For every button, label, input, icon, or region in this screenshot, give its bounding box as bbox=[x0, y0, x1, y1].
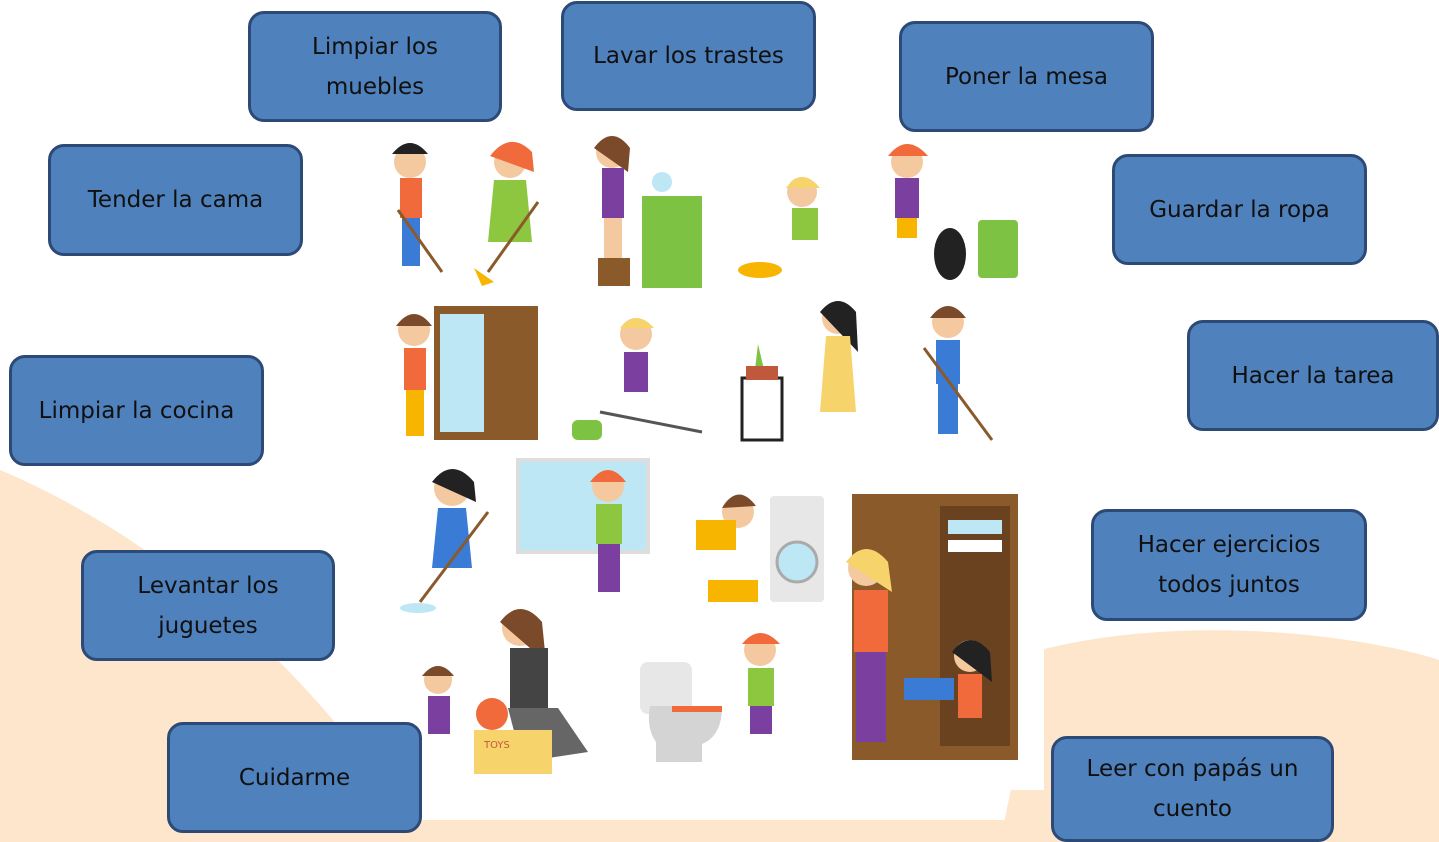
label-text: Guardar la ropa bbox=[1149, 196, 1330, 223]
girl-washing-dishes-figure bbox=[594, 136, 702, 288]
label-limpiar-la-cocina[interactable] bbox=[9, 355, 264, 466]
label-text: Lavar los trastes bbox=[593, 43, 784, 69]
label-text: Poner la mesa bbox=[944, 63, 1109, 90]
boy-raking-figure bbox=[924, 306, 992, 440]
label-text: Tender la cama bbox=[87, 187, 264, 213]
label-text: Limpiar los muebles bbox=[312, 33, 438, 100]
label-guardar-la-ropa[interactable] bbox=[1112, 154, 1367, 265]
label-text: Levantar los juguetes bbox=[137, 572, 279, 639]
label-text: Cuidarme bbox=[238, 764, 351, 791]
toys-box-text: TOYS bbox=[484, 740, 510, 751]
girl-cleaning-window-figure bbox=[518, 460, 648, 592]
boy-cleaning-toilet-figure bbox=[640, 633, 780, 762]
kid-cleaning-wardrobe-figure bbox=[396, 306, 538, 440]
label-poner-la-mesa[interactable] bbox=[899, 21, 1154, 132]
label-lavar-los-trastes[interactable] bbox=[561, 1, 816, 111]
mom-and-girl-with-toys-figure bbox=[422, 609, 588, 774]
label-text: Hacer la tarea bbox=[1231, 362, 1395, 389]
label-hacer-ejercicios-todos-juntos[interactable] bbox=[1091, 509, 1367, 621]
label-limpiar-los-muebles[interactable] bbox=[248, 11, 502, 122]
kid-cleaning-floor-figure bbox=[738, 177, 820, 278]
label-leer-con-papas-un-cuento[interactable] bbox=[1051, 736, 1334, 842]
label-cuidarme[interactable] bbox=[167, 722, 422, 833]
label-hacer-la-tarea[interactable] bbox=[1187, 320, 1439, 431]
kid-doing-laundry-figure bbox=[696, 494, 824, 602]
kid-taking-out-trash-figure bbox=[888, 144, 1018, 280]
label-text: Limpiar la cocina bbox=[38, 397, 235, 424]
label-levantar-los-juguetes[interactable] bbox=[81, 550, 335, 661]
chores-illustration bbox=[362, 122, 1044, 790]
label-text: Leer con papás un cuento bbox=[1086, 756, 1299, 822]
girl-watering-plants-figure bbox=[742, 301, 858, 440]
girl-mopping-figure bbox=[400, 469, 488, 613]
kids-sweeping-figure bbox=[392, 142, 538, 286]
kid-vacuuming-figure bbox=[572, 318, 702, 440]
label-tender-la-cama[interactable] bbox=[48, 144, 303, 256]
chores-illustration-art bbox=[362, 122, 1044, 790]
label-text: Hacer ejercicios todos juntos bbox=[1137, 532, 1321, 598]
